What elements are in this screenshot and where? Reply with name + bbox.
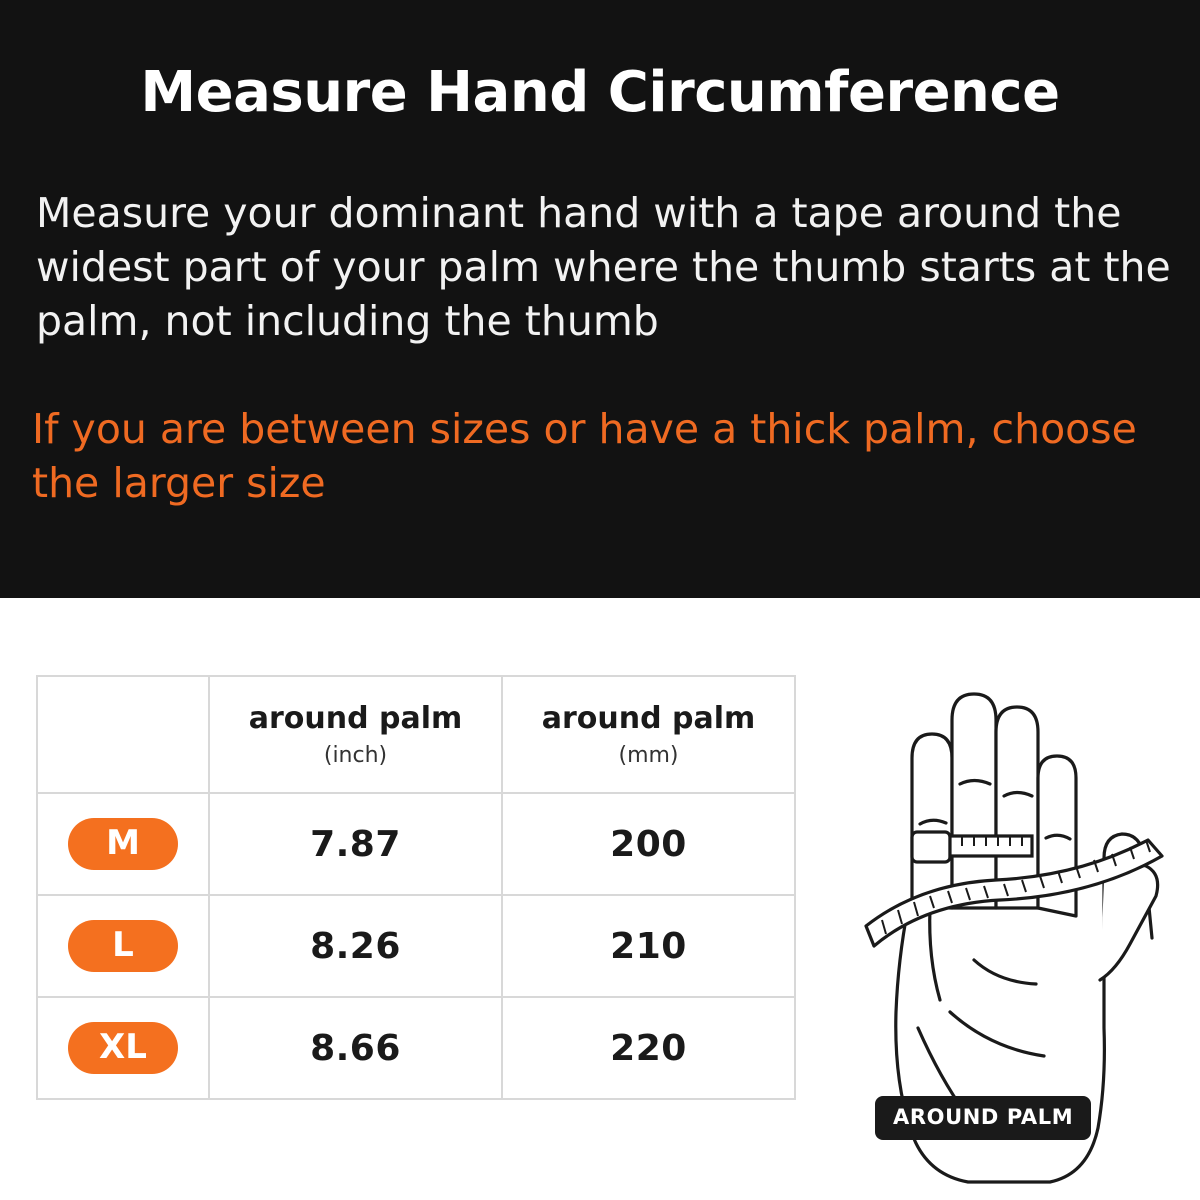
mm-value: 210 (502, 895, 795, 997)
page-title: Measure Hand Circumference (140, 60, 1060, 125)
header-cell-mm (502, 676, 795, 793)
mm-value: 200 (502, 793, 795, 895)
header-cell-inch (209, 676, 502, 793)
size-badge: M (68, 818, 178, 870)
table-header-row (37, 676, 795, 793)
header-inch-unit: (inch) (323, 742, 388, 768)
header-cell-size (37, 676, 209, 793)
size-chart-table (36, 675, 796, 1100)
header-mm-unit: (mm) (618, 742, 679, 768)
table-row (37, 997, 795, 1099)
around-palm-badge: AROUND PALM (875, 1096, 1091, 1140)
size-cell (37, 895, 209, 997)
header-inch-label: around palm (248, 700, 463, 736)
size-cell (37, 793, 209, 895)
header-mm-label: around palm (541, 700, 756, 736)
inch-value: 7.87 (209, 793, 502, 895)
inch-value: 8.66 (209, 997, 502, 1099)
mm-value: 220 (502, 997, 795, 1099)
size-badge: XL (68, 1022, 178, 1074)
size-cell (37, 997, 209, 1099)
size-badge: L (68, 920, 178, 972)
table-row (37, 895, 795, 997)
table-row (37, 793, 795, 895)
hero-panel (0, 0, 1200, 598)
inch-value: 8.26 (209, 895, 502, 997)
sizing-note-text: If you are between sizes or have a thick palm, choose the larger size (32, 405, 1137, 508)
instruction-text: Measure your dominant hand with a tape around the widest part of your palm where the thumb starts at the palm, not including the thumb (36, 189, 1171, 346)
lower-panel (0, 598, 1200, 1200)
